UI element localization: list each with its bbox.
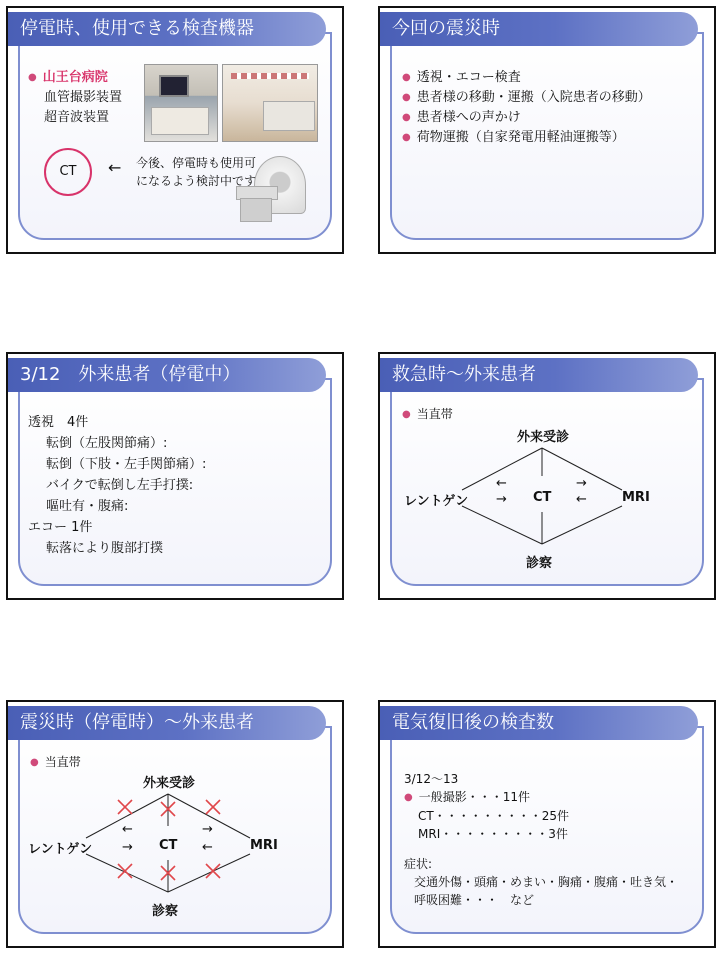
slide-title: 電気復旧後の検査数	[380, 706, 698, 740]
arrow-left-icon: ←	[108, 158, 122, 177]
note-line: になるよう検討中です	[136, 174, 257, 188]
note-line: 今後、停電時も使用可	[136, 156, 257, 170]
slide-outpatients	[6, 352, 344, 600]
arrow-left-icon: ←	[202, 840, 213, 855]
device-item: 超音波装置	[44, 110, 110, 125]
bullet-icon: ●	[402, 92, 411, 103]
slide-title: 3/12 外来患者（停電中）	[8, 358, 326, 392]
node-ct: CT	[533, 490, 552, 505]
bullet-icon: ●	[404, 792, 413, 803]
hospital-name: 山王台病院	[42, 70, 108, 85]
case-item: 転落により腹部打撲	[46, 541, 164, 556]
exam-heading: エコー 1件	[28, 520, 93, 535]
node-xray: レントゲン	[404, 494, 469, 509]
bullet-icon: ●	[402, 72, 411, 83]
date-range: 3/12～13	[404, 772, 459, 786]
list-item: 透視・エコー検査	[416, 70, 521, 85]
count-item: CT・・・・・・・・・25件	[418, 809, 569, 823]
arrow-right-icon: →	[122, 840, 133, 855]
symptoms-label: 症状:	[404, 857, 433, 871]
arrow-right-icon: →	[496, 492, 507, 507]
bullet-icon: ●	[402, 132, 411, 143]
exam-heading: 透視 4件	[28, 415, 89, 430]
arrow-right-icon: →	[202, 822, 213, 837]
node-mri: MRI	[622, 490, 650, 505]
slide-title: 震災時（停電時）～外来患者	[8, 706, 326, 740]
symptoms-line: 呼吸困難・・・ など	[414, 893, 535, 907]
flow-line	[542, 506, 622, 544]
device-item: 血管撮影装置	[44, 90, 123, 105]
symptoms-line: 交通外傷・頭痛・めまい・胸痛・腹痛・吐き気・	[414, 875, 679, 889]
arrow-right-icon: →	[576, 476, 587, 491]
node-mri: MRI	[250, 838, 278, 853]
count-item: MRI・・・・・・・・・3件	[418, 827, 568, 841]
shift-label: 当直帯	[416, 407, 453, 421]
case-item: 転倒（左股関節痛）:	[46, 436, 168, 451]
slide-emergency-flow	[378, 352, 716, 600]
ct-circle: CT	[44, 148, 92, 196]
arrow-left-icon: ←	[576, 492, 587, 507]
flow-line	[462, 506, 542, 544]
slide-blackout-flow	[6, 700, 344, 948]
slide-exam-counts	[378, 700, 716, 948]
list-item: 患者様への声かけ	[416, 110, 521, 125]
node-xray: レントゲン	[28, 842, 93, 857]
arrow-left-icon: ←	[496, 476, 507, 491]
node-exam: 診察	[152, 904, 179, 919]
node-outpatient: 外来受診	[143, 776, 196, 791]
case-item: バイクで転倒し左手打撲:	[46, 478, 194, 493]
case-item: 嘔吐有・腹痛:	[46, 499, 129, 514]
bullet-icon: ●	[30, 757, 39, 768]
bullet-icon: ●	[402, 112, 411, 123]
arrow-left-icon: ←	[122, 822, 133, 837]
bullet-icon: ●	[402, 409, 411, 420]
slide-disaster	[378, 6, 716, 254]
bullet-icon: ●	[28, 72, 37, 83]
slide-title: 今回の震災時	[380, 12, 698, 46]
count-item: 一般撮影・・・11件	[418, 790, 531, 804]
angiography-photo	[144, 64, 218, 142]
list-item: 患者様の移動・運搬（入院患者の移動）	[416, 90, 651, 105]
list-item: 荷物運搬（自家発電用軽油運搬等）	[416, 130, 625, 145]
slide-title: 停電時、使用できる検査機器	[8, 12, 326, 46]
slide-equipment	[6, 6, 344, 254]
shift-label: 当直帯	[44, 755, 81, 769]
slide-title: 救急時～外来患者	[380, 358, 698, 392]
node-outpatient: 外来受診	[517, 430, 570, 445]
case-item: 転倒（下肢・左手関節痛）:	[46, 457, 207, 472]
node-exam: 診察	[526, 556, 553, 571]
node-ct: CT	[159, 838, 178, 853]
ultrasound-room-photo	[222, 64, 318, 142]
